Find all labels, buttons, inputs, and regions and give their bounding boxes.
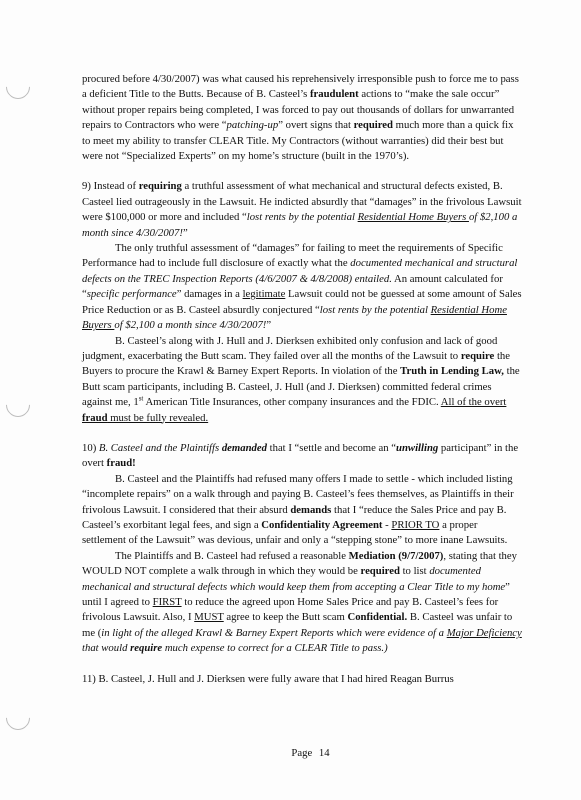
punch-hole-mark xyxy=(1,701,35,735)
text-run: the Buyers to procure the Krawl & Barney Expert Reports. In violation of the xyxy=(82,349,510,378)
text-run: Major Deficiency xyxy=(446,626,522,639)
paragraph xyxy=(82,72,522,164)
text-run: - xyxy=(382,518,392,531)
page-footer-label: Page xyxy=(291,747,313,759)
text-run: agree to keep the Butt scam xyxy=(223,611,348,624)
text-run: patching-up xyxy=(226,119,279,132)
text-run: MUST xyxy=(194,611,224,624)
text-run: 11) B. Casteel, J. Hull and J. Dierksen were fully aware that I had hired Reagan Burrus xyxy=(82,672,454,685)
text-run: much more than a quick fix to meet my ability to transfer CLEAR Title. My Contractors (without warranties) did their best but were not “Specialized Experts” on my home’s structure (built in the 1970’s). xyxy=(82,119,514,163)
text-run: , stating that they WOULD NOT complete a walk through in which they would be xyxy=(82,549,517,578)
text-run: The only truthful assessment of “damages” for failing to meet the requirements of Specific Performance had to include full disclosure of exactly what the xyxy=(82,242,503,270)
text-run: to reduce the agreed upon Home Sales Price and pay B. Casteel’s fees for frivolous Lawsuit. Also, I xyxy=(82,596,499,624)
text-run: of $2,100 a month since 4/30/2007! xyxy=(114,319,267,332)
text-run: in light of the alleged Krawl & Barney Expert Reports which were evidence of a xyxy=(101,626,447,639)
text-run: B. Casteel and the Plaintiffs xyxy=(98,441,222,454)
text-run: documented mechanical and structural defects on the TREC Inspection Reports (4/6/2007 & 4/8/2008) entailed. xyxy=(82,257,518,285)
text-run: must be fully revealed. xyxy=(107,411,209,424)
text-run: B. Casteel was unfair to me ( xyxy=(82,611,513,639)
text-run: American Title Insurances, other company insurances and the FDIC. xyxy=(143,396,441,409)
text-run: The Plaintiffs and B. Casteel had refused a reasonable xyxy=(115,549,349,562)
text-run: B. Casteel and the Plaintiffs had refused many offers I made to settle - which included listing “incomplete repairs” on a walk through and paying B. Casteel’s fees themselves, as Plaintiffs in their frivolous Lawsuit. I considered that their absurd xyxy=(82,472,514,516)
paragraph xyxy=(82,672,522,687)
text-run: requiring xyxy=(138,180,182,193)
text-run: require xyxy=(130,642,163,655)
text-run: much expense to correct for a CLEAR Title to pass.) xyxy=(162,642,388,655)
text-run: that would xyxy=(82,642,131,655)
text-run: of $2,100 a month since 4/30/2007! xyxy=(82,211,518,239)
text-run: fraud! xyxy=(106,457,136,470)
text-run: a truthful assessment of what mechanical and structural defects existed, B. Casteel lied outrageously in the Lawsuit. He indicted absurdly that “damages” in the frivolous Lawsuit were $100,000 or more and included “ xyxy=(82,180,522,224)
text-run: that I “settle and become an “ xyxy=(266,441,397,454)
text-run: PRIOR TO xyxy=(391,518,440,531)
text-run: All of the overt xyxy=(440,396,507,409)
text-run: Mediation (9/7/2007) xyxy=(348,549,444,562)
text-run: unwilling xyxy=(396,441,439,454)
text-run: ” xyxy=(182,226,188,239)
text-run: lost rents by the potential xyxy=(246,211,358,224)
text-run: required xyxy=(360,565,400,578)
text-run: Lawsuit could not be guessed at some amount of Sales Price Reduction or as B. Casteel absurdly conjectured “ xyxy=(82,288,522,316)
text-run: specific performance xyxy=(86,288,177,301)
paragraph xyxy=(82,441,522,472)
text-run: legitimate xyxy=(242,288,286,301)
text-run: 9) Instead of xyxy=(82,180,139,193)
text-run: Truth in Lending Law, xyxy=(400,365,504,378)
text-run: lost rents by the potential xyxy=(319,303,431,316)
paragraph xyxy=(82,179,522,241)
text-run: procured before 4/30/2007) was what caused his reprehensively irresponsible push to force me to pass a deficient Title to the Butts. Because of B. Casteel’s xyxy=(82,73,519,101)
text-run: Residential Home Buyers xyxy=(82,303,507,332)
text-run: participant” in the overt xyxy=(82,441,519,470)
text-run: fraudulent xyxy=(309,88,359,101)
text-run: ” until I agreed to xyxy=(82,580,510,608)
page-number: 14 xyxy=(318,747,330,759)
text-run: ” xyxy=(266,319,272,332)
text-run: Confidentiality Agreement xyxy=(261,518,383,531)
text-run: Residential Home Buyers xyxy=(357,211,469,224)
punch-hole-mark xyxy=(1,388,35,422)
text-run: that I “reduce the Sales Price and pay B. Casteel’s exorbitant legal fees, and sign a xyxy=(82,503,507,531)
text-run: the Butt scam participants, including B. Casteel, J. Hull (and J. Dierksen) committed federal crimes against me, 1 xyxy=(82,365,520,409)
text-run: required xyxy=(353,119,393,132)
text-run: B. Casteel’s along with J. Hull and J. Dierksen exhibited only confusion and lack of good judgment, exacerbating the Butt scam. They failed over all the months of the Lawsuit to xyxy=(82,334,498,362)
document-body xyxy=(82,72,522,687)
text-run: FIRST xyxy=(152,596,182,608)
text-run: demanded xyxy=(221,441,267,454)
text-run: a proper settlement of the Lawsuit” was devious, unfair and only a “stepping stone” to more inane Lawsuits. xyxy=(82,518,508,547)
paragraph xyxy=(82,549,522,657)
text-run: require xyxy=(460,349,495,362)
text-run: fraud xyxy=(82,411,108,424)
page-footer xyxy=(0,747,581,759)
text-run: Confidential. xyxy=(347,611,408,624)
punch-hole-mark xyxy=(1,70,35,104)
text-run: to list xyxy=(399,565,430,578)
text-run: 10) xyxy=(82,441,99,454)
text-run: An amount calculated for “ xyxy=(82,272,503,301)
paragraph xyxy=(82,472,522,549)
text-run: demands xyxy=(290,503,332,516)
text-run: ” overt signs that xyxy=(278,119,354,132)
text-run: actions to “make the sale occur” without proper repairs being completed, I was forced to pay out thousands of dollars for unwarranted repairs to Contractors who were “ xyxy=(82,88,515,132)
text-run: documented mechanical and structural defects which would keep them from accepting a Clear Title to my home xyxy=(82,565,506,593)
text-run: ” damages in a xyxy=(176,288,243,301)
text-run: st xyxy=(138,394,144,403)
paragraph xyxy=(82,334,522,426)
paragraph xyxy=(82,241,522,333)
